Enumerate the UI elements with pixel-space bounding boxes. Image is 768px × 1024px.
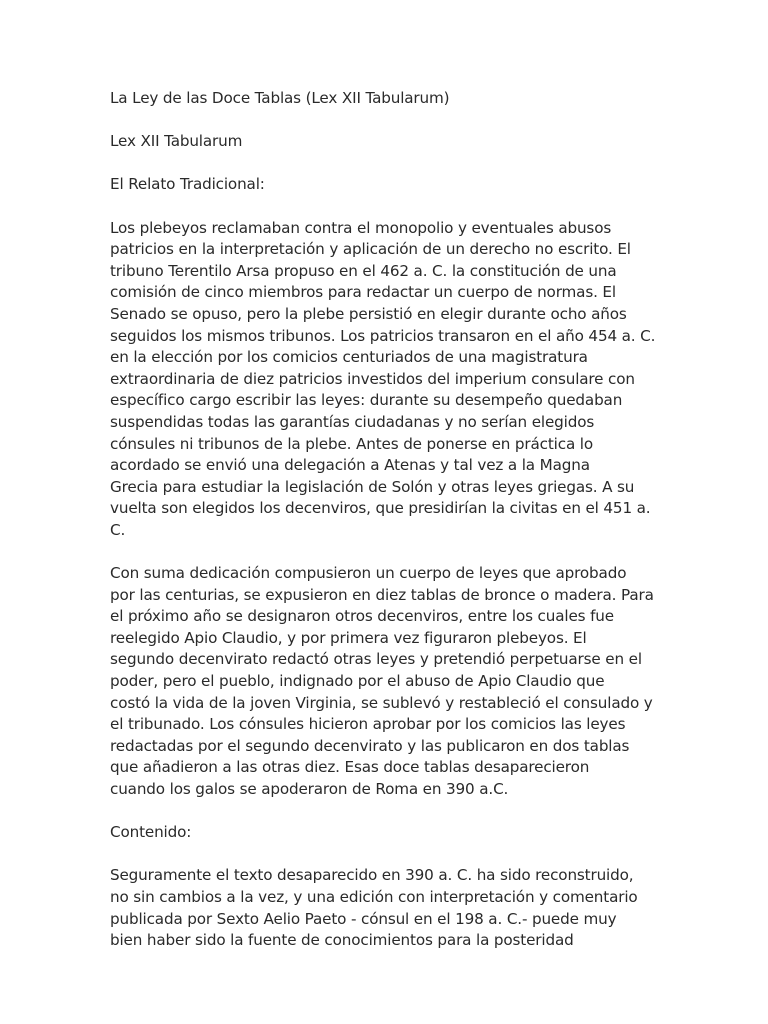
text-line: redactadas por el segundo decenvirato y las publicaron en dos tablas — [110, 736, 630, 755]
text-line: seguidos los mismos tribunos. Los patricios transaron en el año 454 a. C. — [110, 326, 656, 345]
text-line: reelegido Apio Claudio, y por primera vez figuraron plebeyos. El — [110, 628, 587, 647]
text-line: patricios en la interpretación y aplicación de un derecho no escrito. El — [110, 240, 631, 259]
document-page — [110, 88, 660, 973]
text-line: poder, pero el pueblo, indignado por el abuso de Apio Claudio que — [110, 672, 605, 691]
text-line: comisión de cinco miembros para redactar un cuerpo de normas. El — [110, 283, 616, 302]
text-line: específico cargo escribir las leyes: durante su desempeño quedaban — [110, 391, 623, 410]
paragraph-relato — [110, 218, 660, 542]
text-line: por las centurias, se expusieron en diez tablas de bronce o madera. Para — [110, 585, 654, 604]
text-line: cónsules ni tribunos de la plebe. Antes de ponerse en práctica lo — [110, 434, 593, 453]
document-subtitle: Lex XII Tabularum — [110, 132, 243, 151]
text-line: suspendidas todas las garantías ciudadanas y no serían elegidos — [110, 412, 595, 431]
text-line: segundo decenvirato redactó otras leyes y pretendió perpetuarse en el — [110, 650, 642, 669]
text-line: extraordinaria de diez patricios investidos del imperium consulare con — [110, 369, 635, 388]
text-line: tribuno Terentilo Arsa propuso en el 462 a. C. la constitución de una — [110, 261, 617, 280]
section-heading-relato: El Relato Tradicional: — [110, 175, 265, 194]
text-line: costó la vida de la joven Virginia, se sublevó y restableció el consulado y — [110, 693, 653, 712]
text-line: Con suma dedicación compusieron un cuerpo de leyes que aprobado — [110, 564, 627, 583]
text-line: publicada por Sexto Aelio Paeto - cónsul en el 198 a. C.- puede muy — [110, 909, 617, 928]
text-line: no sin cambios a la vez, y una edición con interpretación y comentario — [110, 887, 638, 906]
document-title: La Ley de las Doce Tablas (Lex XII Tabularum) — [110, 89, 450, 107]
text-line: acordado se envió una delegación a Atenas y tal vez a la Magna — [110, 456, 590, 475]
paragraph-contenido — [110, 865, 660, 951]
text-line: Grecia para estudiar la legislación de Solón y otras leyes griegas. A su — [110, 477, 635, 496]
text-line: Seguramente el texto desaparecido en 390 a. C. ha sido reconstruido, — [110, 866, 634, 885]
text-line: que añadieron a las otras diez. Esas doce tablas desaparecieron — [110, 758, 590, 777]
text-line: Los plebeyos reclamaban contra el monopolio y eventuales abusos — [110, 218, 612, 237]
text-line: Senado se opuso, pero la plebe persistió en elegir durante ocho años — [110, 304, 627, 323]
text-line: en la elección por los comicios centuriados de una magistratura — [110, 348, 588, 367]
paragraph-decenviros — [110, 563, 660, 801]
text-line: bien haber sido la fuente de conocimientos para la posteridad — [110, 931, 574, 950]
text-line: vuelta son elegidos los decenviros, que presidirían la civitas en el 451 a. — [110, 499, 651, 518]
text-line: el tribunado. Los cónsules hicieron aprobar por los comicios las leyes — [110, 715, 626, 734]
section-heading-contenido: Contenido: — [110, 823, 192, 842]
text-line: cuando los galos se apoderaron de Roma en 390 a.C. — [110, 780, 509, 798]
text-line: el próximo año se designaron otros decenviros, entre los cuales fue — [110, 607, 614, 626]
text-line: C. — [110, 520, 126, 539]
